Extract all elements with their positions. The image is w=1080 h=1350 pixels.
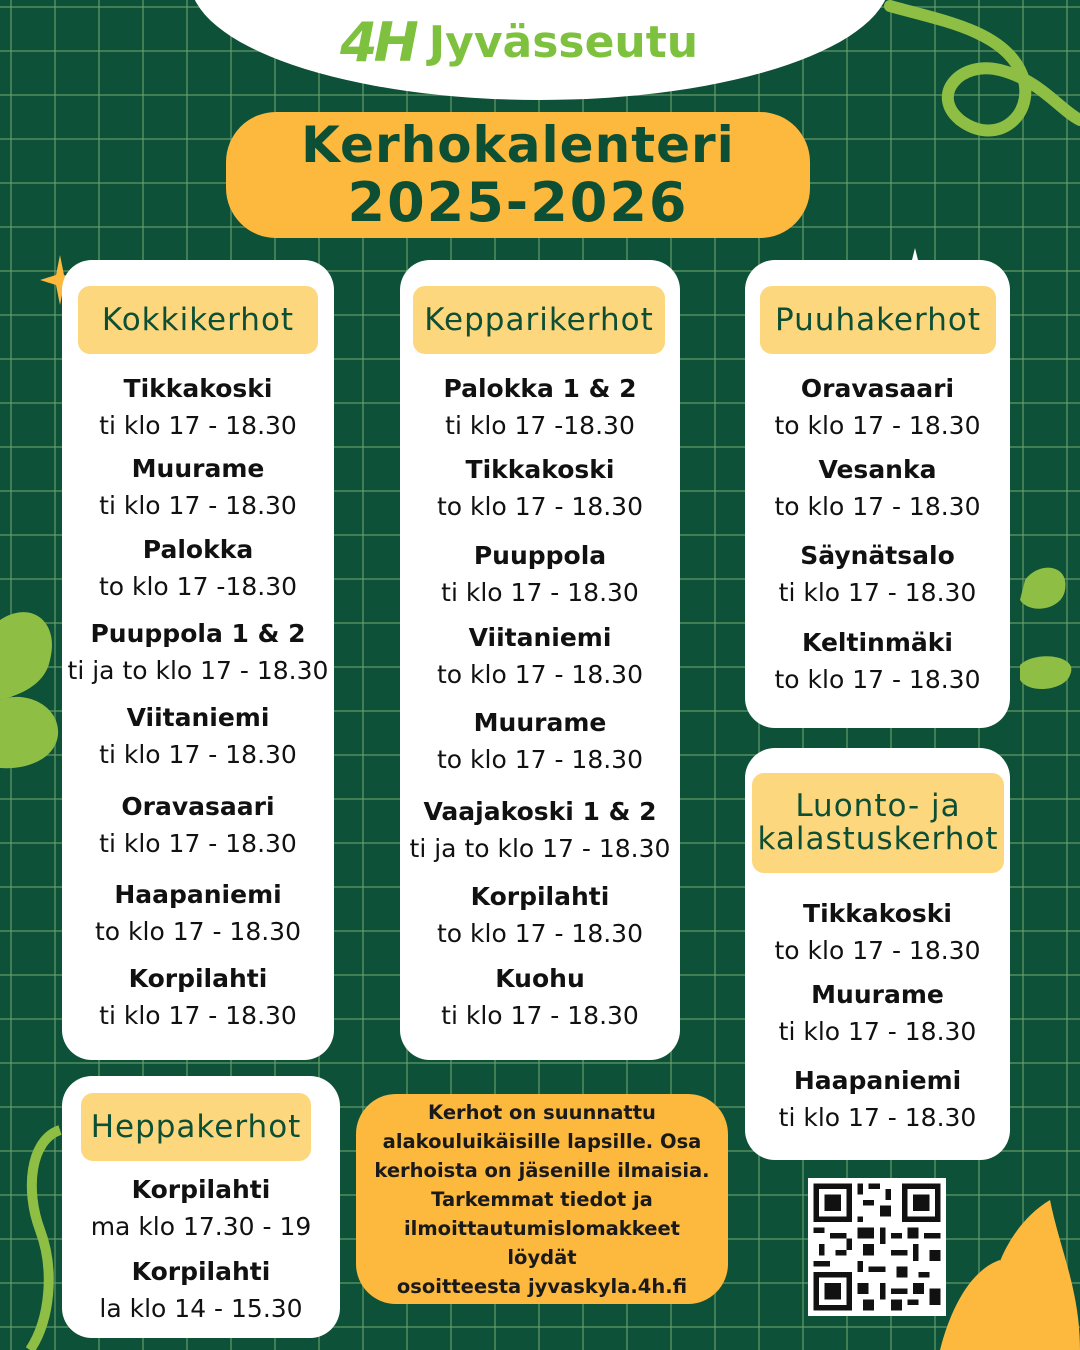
entry-place: Korpilahti (131, 1257, 271, 1286)
card-title-line-2: kalastuskerhot (757, 821, 999, 857)
list-item (62, 1172, 340, 1245)
entry-time: ti klo 17 - 18.30 (778, 1017, 977, 1046)
title-line-2: 2025-2026 (347, 171, 689, 234)
card-title: Kokkikerhot (78, 286, 318, 354)
title-line-1: Kerhokalenteri (301, 116, 735, 174)
entry-time: to klo 17 - 18.30 (774, 492, 981, 521)
list-item (62, 451, 334, 524)
card-luonto-ja-kalastuskerhot (745, 748, 1010, 1160)
entry-time: ti klo 17 - 18.30 (99, 740, 297, 769)
card-title: Kepparikerhot (413, 286, 665, 354)
entry-time: to klo 17 - 18.30 (436, 745, 643, 774)
list-item (62, 616, 334, 689)
decorative-leaf-bottom-right (930, 1190, 1080, 1350)
entry-place: Viitaniemi (126, 703, 270, 732)
page-title (226, 112, 810, 238)
entry-place: Palokka (142, 535, 254, 564)
list-item (400, 794, 680, 867)
entry-time: ti klo 17 - 18.30 (778, 578, 977, 607)
entry-time: ti klo 17 -18.30 (445, 411, 635, 440)
entry-time: to klo 17 -18.30 (98, 572, 298, 601)
decorative-leaf-left (0, 600, 70, 800)
list-item (400, 620, 680, 693)
entry-place: Haapaniemi (114, 880, 282, 909)
list-item (62, 371, 334, 444)
list-item (62, 877, 334, 950)
entry-time: ti klo 17 - 18.30 (99, 411, 297, 440)
list-item (62, 789, 334, 862)
list-item (400, 452, 680, 525)
card-puuhakerhot (745, 260, 1010, 728)
entry-place: Viitaniemi (468, 623, 612, 652)
entry-time: ti klo 17 - 18.30 (441, 1001, 639, 1030)
list-item (400, 961, 680, 1034)
entry-time: to klo 17 - 18.30 (774, 665, 981, 694)
logo (340, 2, 698, 82)
entry-place: Säynätsalo (800, 541, 955, 570)
card-title: Heppakerhot (81, 1093, 311, 1161)
list-item (745, 896, 1010, 969)
entry-place: Korpilahti (128, 964, 268, 993)
info-line: osoitteesta jyvaskyla.4h.fi (396, 1274, 688, 1298)
entry-place: Vaajakoski 1 & 2 (423, 797, 657, 826)
list-item (62, 1254, 340, 1327)
entry-time: ti klo 17 - 18.30 (778, 1103, 977, 1132)
entry-time: to klo 17 - 18.30 (94, 917, 301, 946)
decorative-swirl (880, 0, 1080, 200)
entry-place: Muurame (131, 454, 265, 483)
card-title: Puuhakerhot (760, 286, 996, 354)
entry-time: ti klo 17 - 18.30 (99, 829, 297, 858)
entry-time: ti ja to klo 17 - 18.30 (67, 656, 329, 685)
list-item (745, 452, 1010, 525)
card-title-line-1: Luonto- ja (795, 788, 961, 825)
list-item (400, 371, 680, 444)
entry-place: Palokka 1 & 2 (443, 374, 637, 403)
list-item (745, 1063, 1010, 1136)
card-kokkikerhot (62, 260, 334, 1060)
entry-time: ti ja to klo 17 - 18.30 (409, 834, 671, 863)
entry-time: ti klo 17 - 18.30 (441, 578, 639, 607)
entry-place: Keltinmäki (802, 628, 953, 657)
info-line: ilmoittautumislomakkeet löydät (403, 1216, 680, 1269)
entry-place: Oravasaari (800, 374, 955, 403)
entry-time: to klo 17 - 18.30 (774, 411, 981, 440)
entry-place: Korpilahti (131, 1175, 271, 1204)
list-item (62, 961, 334, 1034)
entry-place: Puuppola 1 & 2 (90, 619, 306, 648)
list-item (400, 879, 680, 952)
info-box (356, 1094, 728, 1304)
qr-code[interactable] (808, 1178, 946, 1316)
list-item (62, 700, 334, 773)
card-kepparikerhot (400, 260, 680, 1060)
entry-place: Puuppola (473, 541, 607, 570)
entry-place: Tikkakoski (803, 899, 952, 928)
entry-time: to klo 17 - 18.30 (436, 919, 643, 948)
entry-time: la klo 14 - 15.30 (99, 1294, 303, 1323)
entry-place: Kuohu (495, 964, 585, 993)
list-item (745, 538, 1010, 611)
info-line: Kerhot on suunnattu (428, 1100, 656, 1124)
entry-time: to klo 17 - 18.30 (774, 936, 981, 965)
entry-time: to klo 17 - 18.30 (436, 660, 643, 689)
info-text (356, 1098, 728, 1301)
list-item (62, 532, 334, 605)
decorative-leaf-bottom-left (0, 1110, 70, 1350)
card-title (752, 773, 1004, 873)
list-item (745, 625, 1010, 698)
entry-time: ma klo 17.30 - 19 (90, 1212, 312, 1241)
entry-time: ti klo 17 - 18.30 (99, 491, 297, 520)
entry-time: ti klo 17 - 18.30 (99, 1001, 297, 1030)
card-heppakerhot (62, 1076, 340, 1338)
entry-place: Muurame (473, 708, 607, 737)
decorative-blob-right (1010, 560, 1080, 710)
entry-time: to klo 17 - 18.30 (436, 492, 643, 521)
entry-place: Vesanka (818, 455, 937, 484)
entry-place: Haapaniemi (793, 1066, 962, 1095)
qr-code-icon (808, 1178, 946, 1316)
entry-place: Korpilahti (470, 882, 610, 911)
list-item (745, 977, 1010, 1050)
info-line: alakouluikäisille lapsille. Osa (382, 1129, 702, 1153)
logo-mark: 4H (340, 10, 415, 74)
entry-place: Tikkakoski (465, 455, 615, 484)
entry-place: Muurame (811, 980, 944, 1009)
list-item (400, 705, 680, 778)
info-line: Tarkemmat tiedot ja (431, 1187, 653, 1211)
info-line: kerhoista on jäsenille ilmaisia. (374, 1158, 710, 1182)
list-item (400, 538, 680, 611)
entry-place: Tikkakoski (123, 374, 273, 403)
logo-text: Jyvässeutu (428, 16, 699, 68)
entry-place: Oravasaari (121, 792, 275, 821)
list-item (745, 371, 1010, 444)
